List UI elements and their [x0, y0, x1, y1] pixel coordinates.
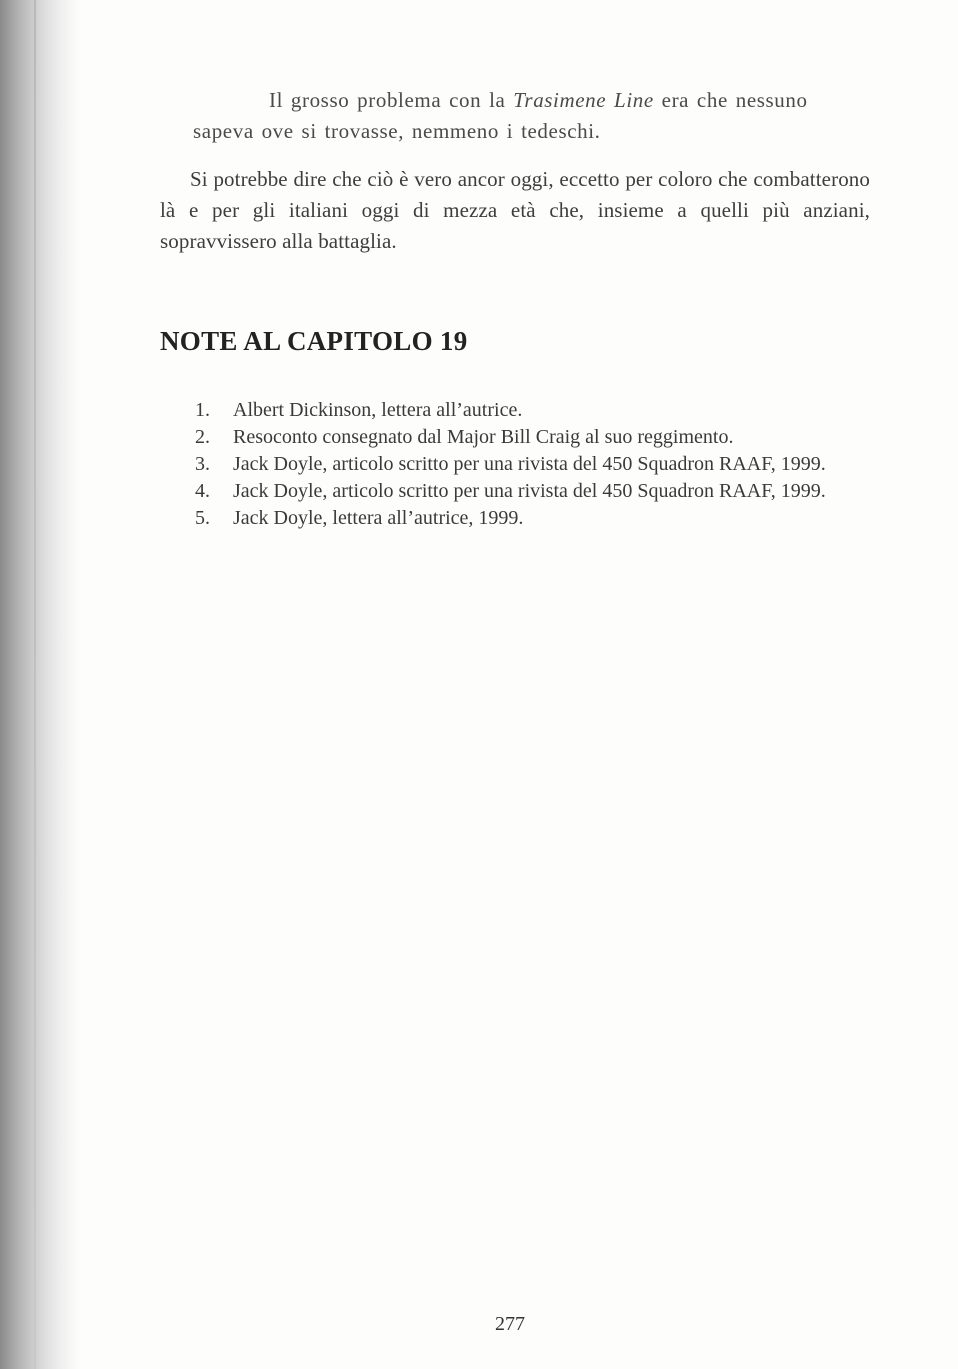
note-item [195, 478, 875, 505]
note-number: 3. [195, 453, 210, 475]
note-text: Resoconto consegnato dal Major Bill Craig al suo reggimento. [233, 426, 734, 448]
note-number: 4. [195, 480, 210, 502]
body-paragraph-1 [193, 85, 863, 147]
paragraph-text: Il grosso problema con la [269, 88, 514, 112]
note-item [195, 451, 875, 478]
note-text: Albert Dickinson, lettera all’autrice. [233, 399, 523, 421]
paragraph-text: era che nessuno sapeva ove si trovasse, nemmeno i tedeschi. [193, 88, 808, 143]
note-text: Jack Doyle, articolo scritto per una rivista del 450 Squadron RAAF, 1999. [233, 453, 826, 475]
binding-crease [34, 0, 36, 1369]
note-number: 5. [195, 507, 210, 529]
notes-list [195, 397, 875, 532]
note-item [195, 397, 875, 424]
page-number: 277 [495, 1313, 525, 1335]
note-text: Jack Doyle, lettera all’autrice, 1999. [233, 507, 524, 529]
note-item [195, 505, 875, 532]
binding-gutter-shadow [0, 0, 80, 1369]
note-text: Jack Doyle, articolo scritto per una rivista del 450 Squadron RAAF, 1999. [233, 480, 826, 502]
italic-term: Trasimene Line [513, 88, 654, 112]
note-item [195, 424, 875, 451]
note-number: 1. [195, 399, 210, 421]
body-paragraph-2: Si potrebbe dire che ciò è vero ancor oggi, eccetto per coloro che combatterono là e per gli italiani oggi di mezza età che, insieme a quelli più anziani, sopravvissero alla battaglia. [160, 167, 870, 253]
note-number: 2. [195, 426, 210, 448]
chapter-notes-heading: NOTE AL CAPITOLO 19 [160, 326, 468, 356]
